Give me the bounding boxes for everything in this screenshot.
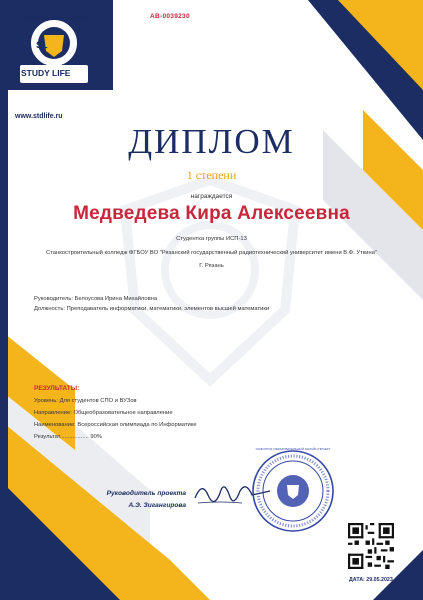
supervisor-label: Руководитель: [34,296,73,302]
recipient-name: Медведева Кира Алексеевна [73,203,350,224]
results-heading: РЕЗУЛЬТАТЫ: [34,385,80,392]
result-label: Направление: [34,410,72,416]
stamp-seal-icon [251,449,335,533]
supervisor-value: Белоусова Ирина Михайловна [74,296,158,302]
awarded-label: награждается [190,193,233,200]
position-line [34,306,269,312]
student-group-line: Студентка группы ИСП-13 [176,236,247,242]
diploma-title: ДИПЛОМ [128,122,295,161]
logo-name: STUDY LIFE [21,68,71,78]
result-label: Результат.................. [34,434,89,440]
result-label: Наименование: [34,422,76,428]
result-value: Общеобразовательное направление [73,410,173,416]
result-row-score [34,434,102,440]
signatory-name: А.Э. Зигангирова [128,502,186,509]
stamp-text: ИНФОУРОК ОБРАЗОВАТЕЛЬНЫЙ ОНЛАЙН ПРОЕКТ [255,447,331,451]
logo-ring-text: ОБРАЗОВАТЕЛЬНЫЙ ОНЛАЙН ПРОЕКТ [21,16,87,20]
study-life-logo [14,15,94,95]
logo-mark: SL [36,40,48,50]
result-label: Уровень: [34,398,58,404]
result-row-direction [34,410,173,416]
left-navy-strip [0,0,8,600]
position-label: Должность: [34,306,65,312]
result-row-name [34,422,197,428]
diploma-degree: 1 степени [186,168,237,182]
result-value: Для студентов СПО и ВУЗов [59,398,137,404]
result-value: Всероссийская олимпиада по Информатике [77,422,197,428]
signatory-title: Руководитель проекта [106,490,186,497]
position-value: Преподаватель информатики, математики, элементов высшей математики [66,306,270,312]
website-link[interactable]: www.stdlife.ru [15,113,63,120]
supervisor-line [34,296,157,302]
serial-number: АВ-0039230 [150,13,190,20]
institution-line: Станкостроительный колледж ФГБОУ ВО "Рязанский государственный радиотехнический университет имени В.Ф. Уткина" [46,250,377,256]
issue-date: ДАТА: 29.05.2023 [349,577,393,583]
qr-code-icon[interactable] [348,523,394,569]
result-value: 90% [90,434,102,440]
result-row-level [34,398,137,404]
city-line: Г. Рязань [199,263,224,269]
